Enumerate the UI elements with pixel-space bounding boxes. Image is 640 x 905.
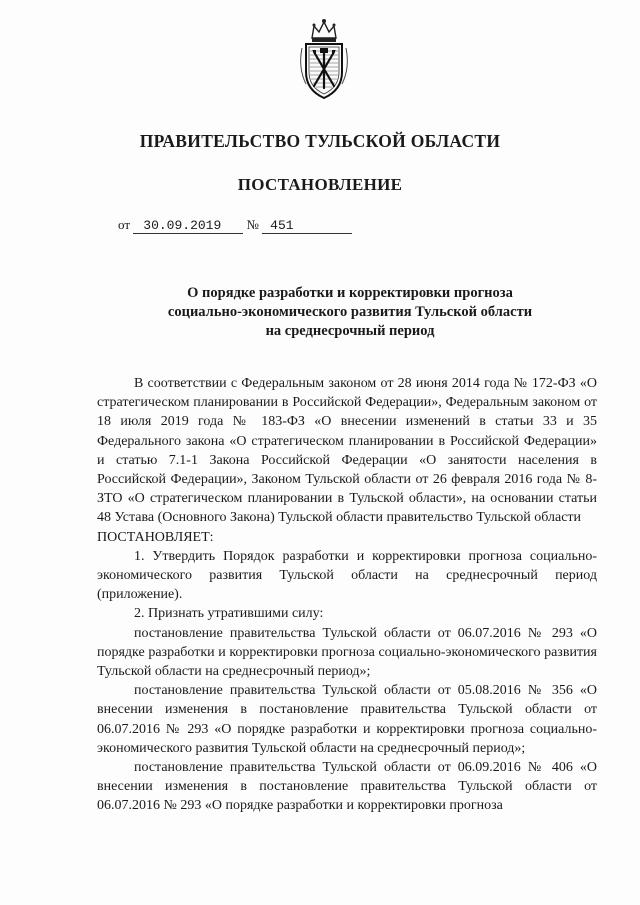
date-number-line (118, 217, 352, 234)
document-body (97, 374, 597, 816)
paragraph-repealed-2: постановление правительства Тульской области от 05.08.2016 № 356 «О внесении изменения в постановление правительства Тульской области от 06.07.2016 № 293 «О порядке разработки и корректировки прогноза социально-экономического развития Тульской области на среднесрочный период»; (97, 683, 597, 756)
title-line: социально-экономического развития Тульской области (167, 304, 533, 320)
paragraph-item-1: 1. Утвердить Порядок разработки и корректировки прогноза социально-экономического развития Тульской области на среднесрочный период (приложение). (97, 548, 597, 603)
document-number: 451 (262, 218, 352, 234)
organization-name: ПРАВИТЕЛЬСТВО ТУЛЬСКОЙ ОБЛАСТИ (139, 131, 501, 151)
number-prefix: № (246, 217, 259, 232)
title-line: на среднесрочный период (265, 323, 435, 339)
date-prefix: от (118, 217, 131, 232)
coat-of-arms-icon (296, 14, 352, 102)
title-line: О порядке разработки и корректировки прогноза (187, 285, 513, 301)
document-title (80, 284, 620, 341)
paragraph-item-2: 2. Признать утратившими силу: (134, 606, 324, 622)
paragraph-repealed-3: постановление правительства Тульской области от 06.09.2016 № 406 «О внесении изменения в постановление правительства Тульской области от 06.07.2016 № 293 «О порядке разработки и корректировки прогноза (97, 760, 597, 814)
paragraph-resolves: ПОСТАНОВЛЯЕТ: (97, 529, 214, 545)
document-type: ПОСТАНОВЛЕНИЕ (237, 175, 403, 194)
paragraph-repealed-1: постановление правительства Тульской области от 06.07.2016 № 293 «О порядке разработки и корректировки прогноза социально-экономического развития Тульской области на среднесрочный период»; (97, 625, 597, 680)
document-date: 30.09.2019 (133, 218, 243, 234)
paragraph-preamble: В соответствии с Федеральным законом от 28 июня 2014 года № 172-ФЗ «О стратегическом планировании в Российской Федерации», Федеральным законом от 18 июля 2019 года № 183-ФЗ «О внесении изменений в статьи 33 и 35 Федерального закона «О стратегическом планировании в Российской Федерации» и статью 7.1-1 Закона Российской Федерации «О занятости населения в Российской Федерации», Законом Тульской области от 26 февраля 2016 года № 8-ЗТО «О стратегическом планировании в Тульской области», на основании статьи 48 Устава (Основного Закона) Тульской области правительство Тульской области (97, 376, 597, 526)
